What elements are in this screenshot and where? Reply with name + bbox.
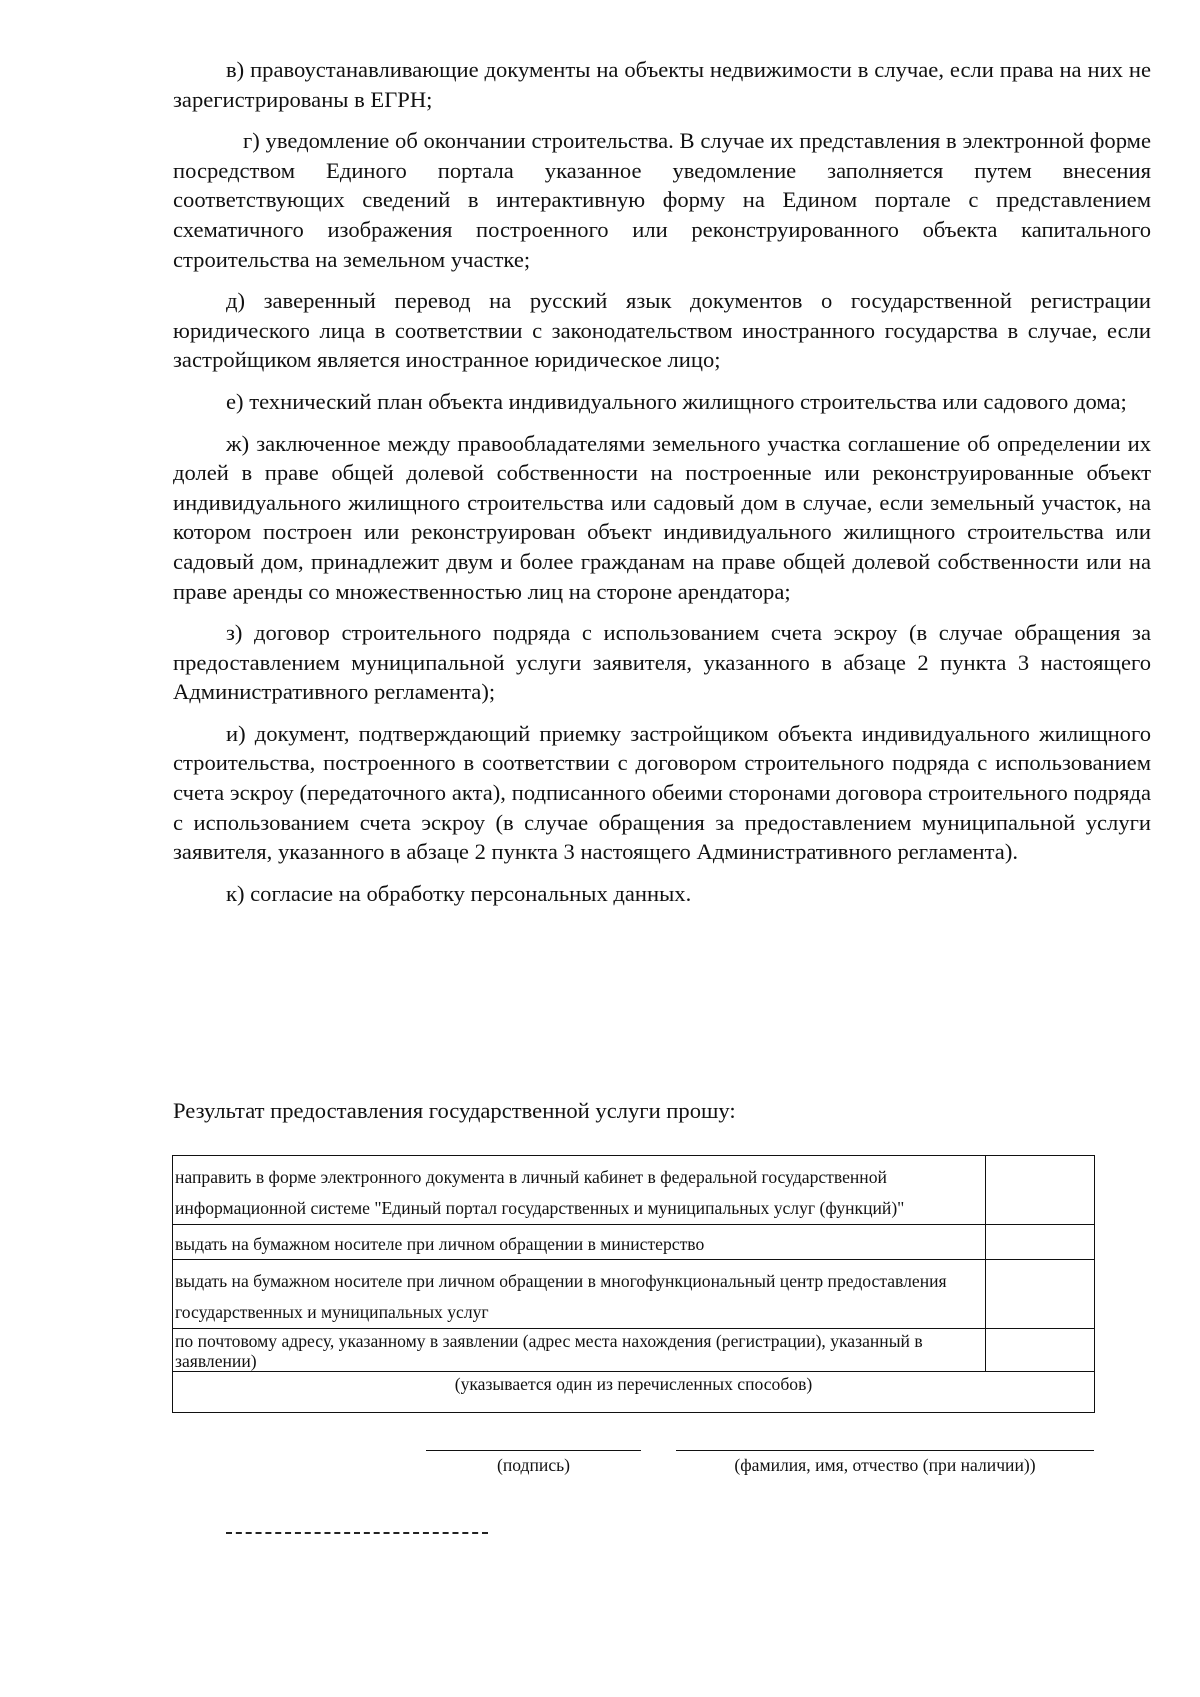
result-heading: Результат предоставления государственной услуги прошу: bbox=[173, 1098, 736, 1123]
paragraph-d: д) заверенный перевод на русский язык документов о государственной регистрации юридического лица в соответствии с законодательством иностранного государства в случае, если застройщиком является иностранное юридическое лицо; bbox=[173, 288, 1151, 373]
result-note-cell bbox=[173, 1372, 1095, 1413]
option-checkbox-ministry[interactable] bbox=[986, 1225, 1095, 1260]
option-text: выдать на бумажном носителе при личном обращении в министерство bbox=[175, 1234, 705, 1254]
paragraph-v: в) правоустанавливающие документы на объекты недвижимости в случае, если права на них не зарегистрированы в ЕГРН; bbox=[173, 57, 1151, 112]
paragraph-z: з) договор строительного подряда с использованием счета эскроу (в случае обращения за предоставлением муниципальной услуги заявителя, указанного в абзаце 2 пункта 3 настоящего Административного регламента); bbox=[173, 620, 1151, 705]
option-checkbox-post[interactable] bbox=[986, 1329, 1095, 1372]
result-options-table bbox=[172, 1155, 1095, 1413]
option-checkbox-mfc[interactable] bbox=[986, 1260, 1095, 1329]
paragraph-zh: ж) заключенное между правообладателями земельного участка соглашение об определении их долей в праве общей долевой собственности на построенные или реконструированные объект индивидуального жилищного строительства или садовый дом в случае, если земельный участок, на котором построен или реконструирован объект индивидуального жилищного строительства или садовый дом, принадлежит двум и более гражданам на праве общей долевой собственности или на праве аренды со множественностью лиц на стороне арендатора; bbox=[173, 430, 1151, 604]
table-row bbox=[173, 1156, 1095, 1225]
option-label-ministry bbox=[173, 1225, 986, 1260]
table-row bbox=[173, 1260, 1095, 1329]
option-text: направить в форме электронного документа в личный кабинет в федеральной государственной информационной системе "Единый портал государственных и муниципальных услуг (функций)" bbox=[175, 1167, 905, 1218]
table-row bbox=[173, 1225, 1095, 1260]
signature-line bbox=[426, 1450, 641, 1451]
option-checkbox-electronic[interactable] bbox=[986, 1156, 1095, 1225]
paragraph-k: к) согласие на обработку персональных данных. bbox=[226, 880, 692, 906]
option-label-post bbox=[173, 1329, 986, 1372]
signature-caption: (подпись) bbox=[496, 1455, 571, 1475]
table-row bbox=[173, 1372, 1095, 1413]
table-row bbox=[173, 1329, 1095, 1372]
option-label-electronic bbox=[173, 1156, 986, 1225]
footnote-separator bbox=[226, 1532, 488, 1534]
full-name-line bbox=[676, 1450, 1094, 1451]
paragraph-g: г) уведомление об окончании строительства. В случае их представления в электронной форме посредством Единого портала указанное уведомление заполняется путем внесения соответствующих сведений в интерактивную форму на Едином портале с представлением схематичного изображения построенного или реконструированного объекта капитального строительства на земельном участке; bbox=[173, 128, 1151, 272]
document-body bbox=[173, 55, 1151, 908]
option-text: по почтовому адресу, указанному в заявлении (адрес места нахождения (регистрации), указанный в заявлении) bbox=[175, 1331, 923, 1371]
paragraph-i: и) документ, подтверждающий приемку застройщиком объекта индивидуального жилищного строительства, построенного в соответствии с договором строительного подряда с использованием счета эскроу (передаточного акта), подписанного обеими сторонами договора строительного подряда с использованием счета эскроу (в случае обращения за предоставлением муниципальной услуги заявителя, указанного в абзаце 2 пункта 3 настоящего Административного регламента). bbox=[173, 720, 1151, 865]
result-note: (указывается один из перечисленных способов) bbox=[454, 1374, 813, 1394]
option-text: выдать на бумажном носителе при личном обращении в многофункциональный центр предоставления государственных и муниципальных услуг bbox=[175, 1271, 947, 1322]
option-label-mfc bbox=[173, 1260, 986, 1329]
full-name-caption: (фамилия, имя, отчество (при наличии)) bbox=[734, 1455, 1036, 1475]
paragraph-e: е) технический план объекта индивидуального жилищного строительства или садового дома; bbox=[226, 388, 1127, 414]
